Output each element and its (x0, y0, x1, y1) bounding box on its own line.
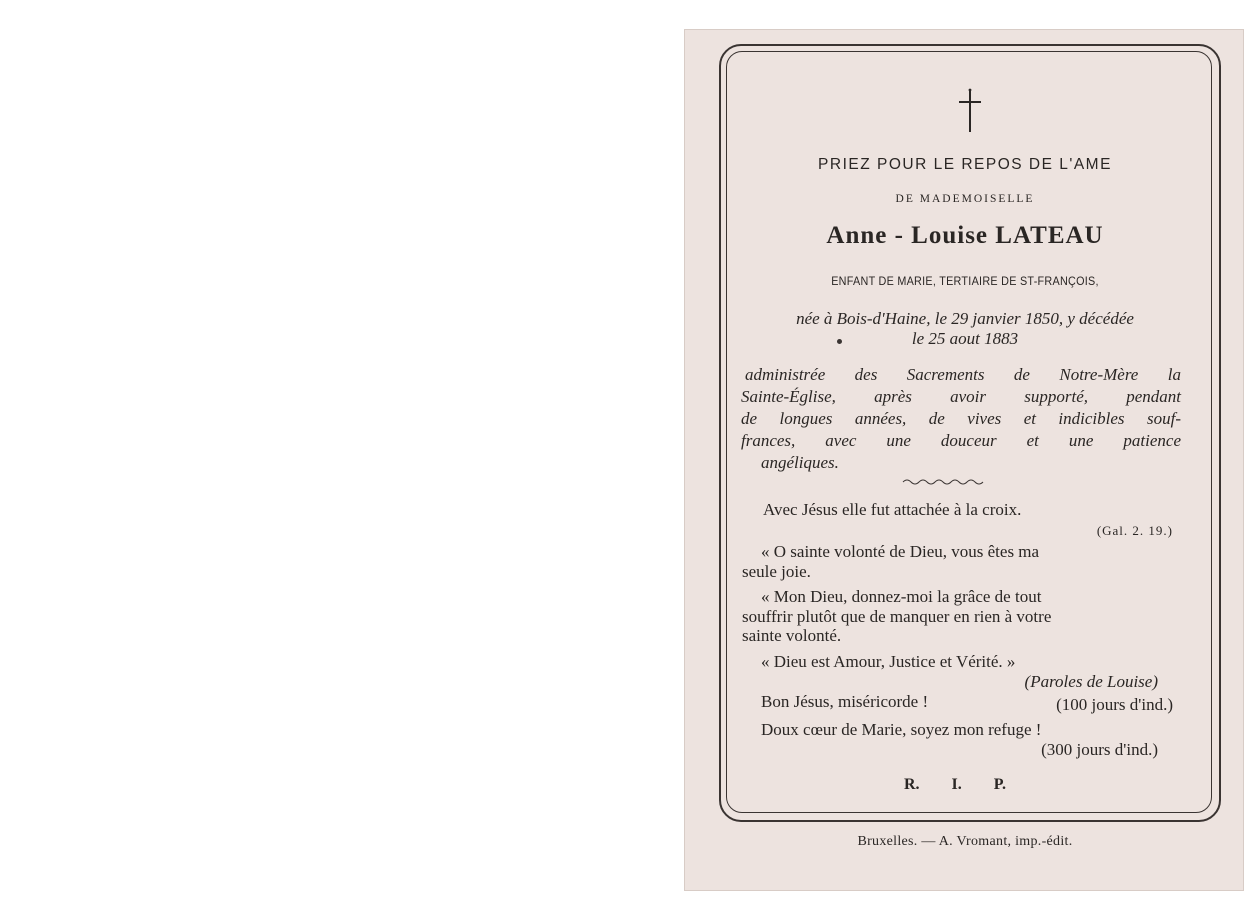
paragraph-line: frances, avec une douceur et une patience (741, 431, 1181, 450)
paragraph-line: Sainte-Église, après avoir supporté, pendant (741, 387, 1181, 406)
heading: PRIEZ POUR LE REPOS DE L'AME (818, 156, 1112, 173)
squiggle-divider (901, 477, 987, 487)
title-prefix: DE MADEMOISELLE (895, 193, 1035, 205)
biography-paragraph (741, 364, 1181, 474)
quote-will-line-1: « O sainte volonté de Dieu, vous êtes ma (761, 542, 1040, 561)
memorial-card (685, 30, 1243, 890)
subtitle: ENFANT DE MARIE, TERTIAIRE DE ST-FRANÇOIS, (831, 274, 1099, 288)
prayer-jesus: Bon Jésus, miséricorde ! (761, 692, 929, 711)
quote-love-attribution: (Paroles de Louise) (1024, 672, 1158, 691)
ink-dot (837, 339, 842, 344)
deceased-name: Anne - Louise LATEAU (826, 222, 1104, 249)
paragraph-line: de longues années, de vives et indicibles souf- (741, 409, 1181, 428)
quote-cross-reference: (Gal. 2. 19.) (1096, 523, 1173, 538)
cross-icon (955, 88, 985, 134)
printer-imprint: Bruxelles. — A. Vromant, imp.-édit. (857, 834, 1073, 849)
quote-grace-line-1: « Mon Dieu, donnez-moi la grâce de tout (761, 587, 1042, 606)
quote-cross: Avec Jésus elle fut attachée à la croix. (763, 500, 1022, 519)
quote-grace-line-2: souffrir plutôt que de manquer en rien à votre (742, 607, 1052, 626)
quote-will-line-2: seule joie. (742, 562, 811, 581)
quote-love: « Dieu est Amour, Justice et Vérité. » (761, 652, 1016, 671)
quote-grace-line-3: sainte volonté. (742, 626, 842, 645)
prayer-mary: Doux cœur de Marie, soyez mon refuge ! (761, 720, 1042, 739)
rip-mark: R. I. P. (903, 776, 1007, 793)
prayer-mary-indulgence: (300 jours d'ind.) (1041, 740, 1158, 759)
prayer-jesus-indulgence: (100 jours d'ind.) (1056, 695, 1173, 714)
birth-line-2: le 25 aout 1883 (911, 329, 1019, 348)
paragraph-line: administrée des Sacrements de Notre-Mère la (745, 365, 1181, 384)
birth-line-1: née à Bois-d'Haine, le 29 janvier 1850, y décédée (796, 309, 1134, 328)
paragraph-line: angéliques. (761, 453, 839, 472)
